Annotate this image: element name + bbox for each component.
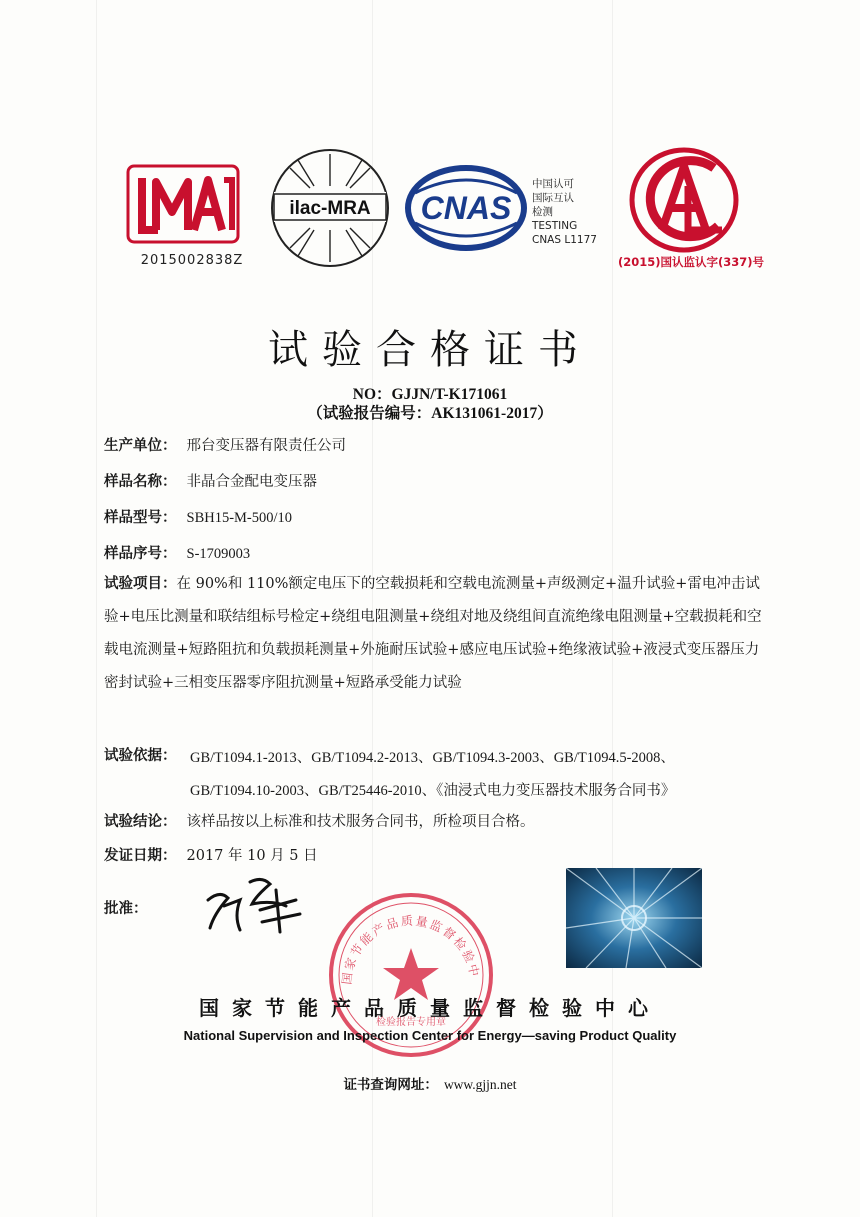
conclusion-value: 该样品按以上标准和技术服务合同书，所检项目合格。 xyxy=(186,814,535,830)
manufacturer-row xyxy=(104,430,346,462)
report-number: （试验报告编号：AK131061-2017） xyxy=(307,405,553,422)
svg-text:ilac-MRA: ilac-MRA xyxy=(289,198,371,219)
sample-name-value: 非晶合金配电变压器 xyxy=(186,474,317,490)
test-basis-row xyxy=(104,740,177,772)
cnas-line: TESTING xyxy=(532,220,578,232)
page-title: 试验合格证书 xyxy=(268,327,592,373)
signature xyxy=(200,870,310,940)
issue-date-label: 发证日期： xyxy=(104,848,177,864)
certificate-number: NO：GJJN/T-K171061 xyxy=(352,386,508,403)
query-row xyxy=(0,1073,860,1093)
cma-logo xyxy=(124,160,242,248)
query-url[interactable]: www.gjjn.net xyxy=(443,1077,517,1092)
sample-serial-label: 样品序号： xyxy=(104,546,177,562)
manufacturer-label: 生产单位： xyxy=(104,438,177,454)
test-items-label: 试验项目： xyxy=(104,576,177,592)
test-basis-label: 试验依据： xyxy=(104,748,177,764)
conclusion-label: 试验结论： xyxy=(104,814,177,830)
test-basis-line-2: GB/T1094.10-2003、GB/T25446-2010、《油浸式电力变压器技术服务合同书》 xyxy=(190,783,676,799)
cnas-line: 检测 xyxy=(532,206,553,218)
institution-name-cn: 国家节能产品质量监督检验中心 xyxy=(199,996,661,1020)
cnas-line: 中国认可 xyxy=(532,178,574,190)
sample-model-value: SBH15-M-500/10 xyxy=(186,510,293,526)
approval-label: 批准： xyxy=(104,901,148,917)
cal-logo xyxy=(628,146,740,254)
ilac-mra-logo xyxy=(268,146,392,270)
manufacturer-value: 邢台变压器有限责任公司 xyxy=(186,438,346,454)
cnas-line: CNAS L1177 xyxy=(532,234,597,246)
sample-name-row xyxy=(104,466,317,498)
svg-text:检验报告专用章: 检验报告专用章 xyxy=(376,1017,446,1028)
sample-model-label: 样品型号： xyxy=(104,510,177,526)
sample-name-label: 样品名称： xyxy=(104,474,177,490)
conclusion-row xyxy=(104,806,535,838)
test-items-row xyxy=(104,568,764,700)
cal-caption: (2015)国认监认字(337)号 xyxy=(617,255,765,269)
cma-code: 2015002838Z xyxy=(140,253,244,268)
svg-text:国家节能产品质量监督检验中心: 国家节能产品质量监督检验中 xyxy=(339,913,482,986)
issue-date-value: 2017 年 10 月 5 日 xyxy=(186,848,318,864)
sample-serial-value: S-1709003 xyxy=(186,546,251,562)
sample-model-row xyxy=(104,502,292,534)
hologram-sticker xyxy=(566,868,702,972)
test-items-value: 在 90%和 110%额定电压下的空载损耗和空载电流测量+声级测定+温升试验+雷电冲击试验+电压比测量和联结组标号检定+绕组电阻测量+绕组对地及绕组间直流绝缘电阻测量+空载损耗和空载电流测量+短路阻抗和负载损耗测量+外施耐压试验+感应电压试验+绝缘液试验+液浸式变压器压力密封试验+三相变压器零序阻抗测量+短路承受能力试验 xyxy=(104,576,762,691)
cnas-logo xyxy=(403,163,529,253)
sample-serial-row xyxy=(104,538,250,570)
institution-name-en: National Supervision and Inspection Center for Energy—saving Product Quality xyxy=(183,1028,677,1043)
issue-date-row xyxy=(104,840,318,872)
svg-text:CNAS: CNAS xyxy=(420,190,512,226)
query-label: 证书查询网址： xyxy=(343,1077,438,1093)
test-basis-line-1: GB/T1094.1-2013、GB/T1094.2-2013、GB/T1094.3-2003、GB/T1094.5-2008、 xyxy=(190,750,675,766)
cnas-line: 国际互认 xyxy=(532,192,574,204)
